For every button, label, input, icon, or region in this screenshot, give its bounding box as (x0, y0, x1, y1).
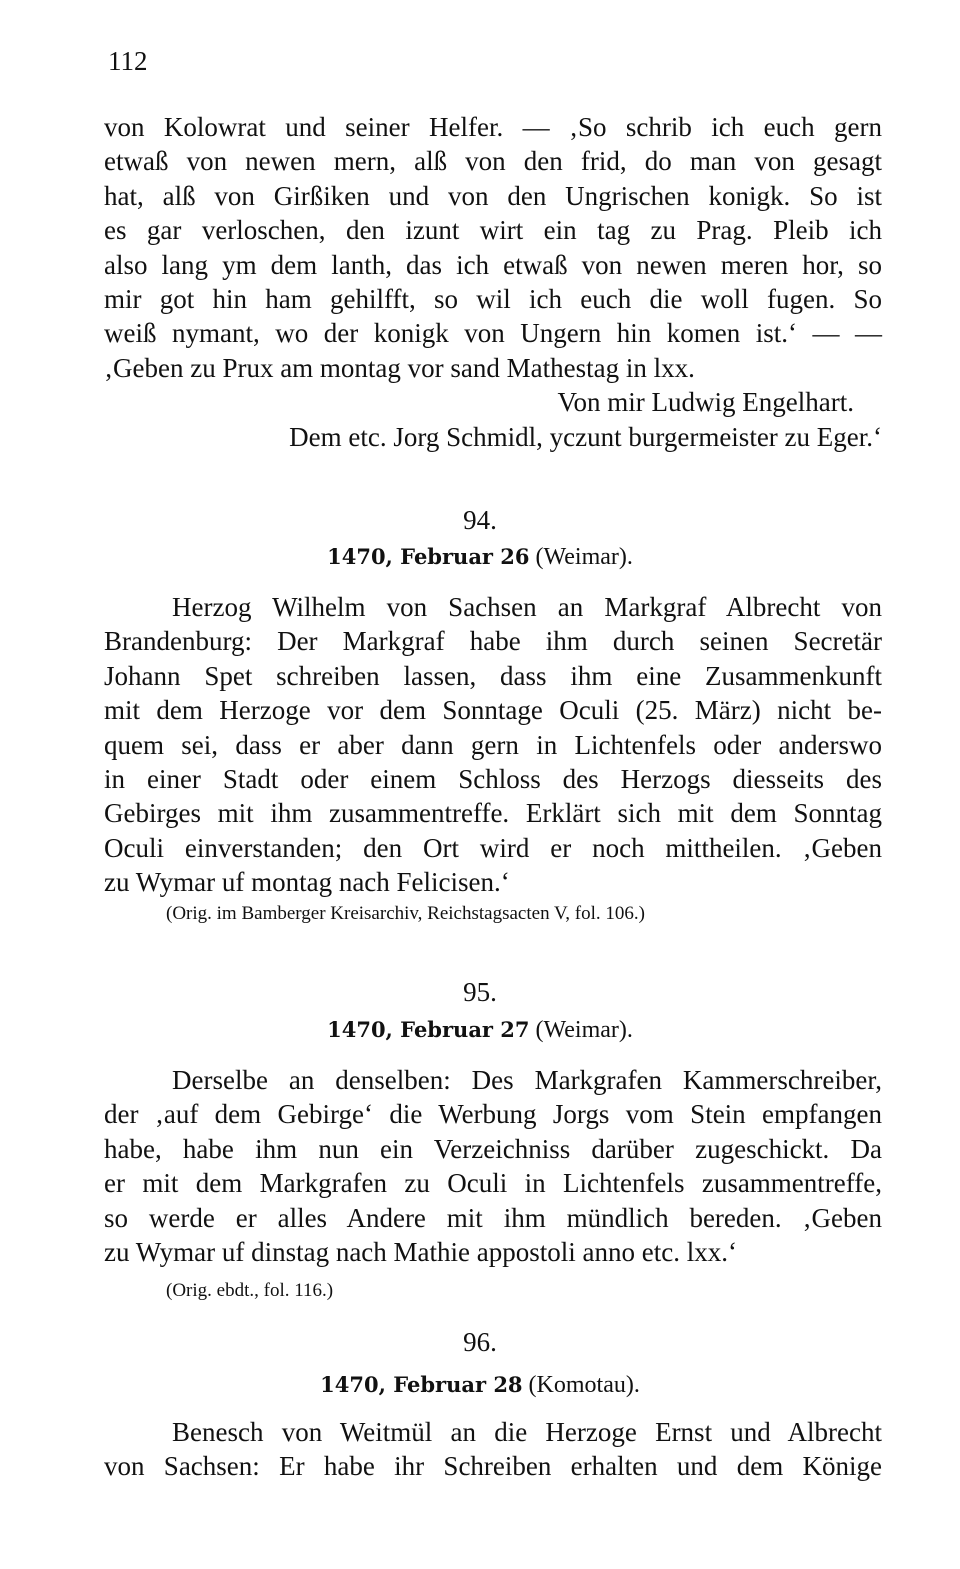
document-number: 96. (463, 1327, 497, 1357)
document-date: 1470, Februar 28 (320, 1372, 523, 1397)
text-line: habe, habe ihm nun ein Verzeichniss darüber zugeschickt. Da (104, 1133, 882, 1164)
signature: Von mir Ludwig Engelhart. (557, 387, 854, 418)
text-line: also lang ym dem lanth, das ich etwaß von newen meren hor, so (104, 249, 882, 280)
text-line: Oculi einverstanden; den Ort wird er noch mittheilen. ‚Geben (104, 832, 882, 863)
document-place: (Weimar). (535, 544, 633, 570)
document-body (104, 590, 882, 900)
text-line: Brandenburg: Der Markgraf habe ihm durch seinen Secretär (104, 626, 882, 657)
document-body (104, 1415, 882, 1484)
document-heading (0, 541, 960, 573)
source-note: (Orig. im Bamberger Kreisarchiv, Reichstagsacten V, fol. 106.) (166, 903, 645, 924)
text-line: der ‚auf dem Gebirge‘ die Werbung Jorgs vom Stein empfangen (104, 1099, 882, 1130)
document-heading (0, 1369, 960, 1401)
text-line: ‚Geben zu Prux am montag vor sand Mathestag in lxx. (104, 352, 695, 383)
text-line: mir got hin ham gehilfft, so wil ich euch die woll fugen. So (104, 284, 882, 315)
text-line: von Kolowrat und seiner Helfer. — ‚So schrib ich euch gern (104, 112, 882, 142)
text-line: Johann Spet schreiben lassen, dass ihm eine Zusammenkunft (104, 660, 882, 691)
text-line: etwaß von newen mern, alß von den frid, do man von gesagt (104, 146, 882, 177)
text-line: in einer Stadt oder einem Schloss des Herzogs diesseits des (104, 764, 882, 795)
document-date: 1470, Februar 26 (327, 544, 530, 569)
document-heading (0, 1014, 960, 1046)
address: Dem etc. Jorg Schmidl, yczunt burgermeister zu Eger.‘ (289, 421, 882, 452)
text-line: weiß nymant, wo der konigk von Ungern hin komen ist.‘ — — (104, 318, 882, 349)
document-number: 94. (463, 505, 497, 535)
text-line: mit dem Herzoge vor dem Sonntage Oculi (25. März) nicht be- (104, 695, 882, 726)
text-line: Herzog Wilhelm von Sachsen an Markgraf Albrecht von (172, 592, 882, 622)
document-place: (Weimar). (535, 1017, 633, 1043)
text-line: von Sachsen: Er habe ihr Schreiben erhalten und dem Könige (104, 1451, 882, 1482)
document-date: 1470, Februar 27 (327, 1017, 530, 1042)
text-line: zu Wymar uf montag nach Felicisen.‘ (104, 867, 510, 898)
continuation-text (104, 110, 882, 454)
text-line: Derselbe an denselben: Des Markgrafen Kammerschreiber, (172, 1065, 882, 1095)
document-place: (Komotau). (528, 1372, 640, 1398)
text-line: es gar verloschen, den izunt wirt ein tag zu Prag. Pleib ich (104, 215, 882, 246)
document-number: 95. (463, 977, 497, 1007)
source-note: (Orig. ebdt., fol. 116.) (166, 1280, 334, 1301)
document-body (104, 1063, 882, 1269)
text-line: so werde er alles Andere mit ihm mündlich bereden. ‚Geben (104, 1202, 882, 1233)
text-line: hat, alß von Girßiken und von den Ungrischen konigk. So ist (104, 180, 882, 211)
text-line: Benesch von Weitmül an die Herzoge Ernst und Albrecht (172, 1417, 882, 1447)
text-line: Gebirges mit ihm zusammentreffe. Erklärt sich mit dem Sonntag (104, 798, 882, 829)
page-number: 112 (108, 46, 148, 76)
text-line: er mit dem Markgrafen zu Oculi in Lichtenfels zusammentreffe, (104, 1168, 882, 1199)
text-line: zu Wymar uf dinstag nach Mathie appostoli anno etc. lxx.‘ (104, 1237, 737, 1268)
text-line: quem sei, dass er aber dann gern in Lichtenfels oder anderswo (104, 729, 882, 760)
